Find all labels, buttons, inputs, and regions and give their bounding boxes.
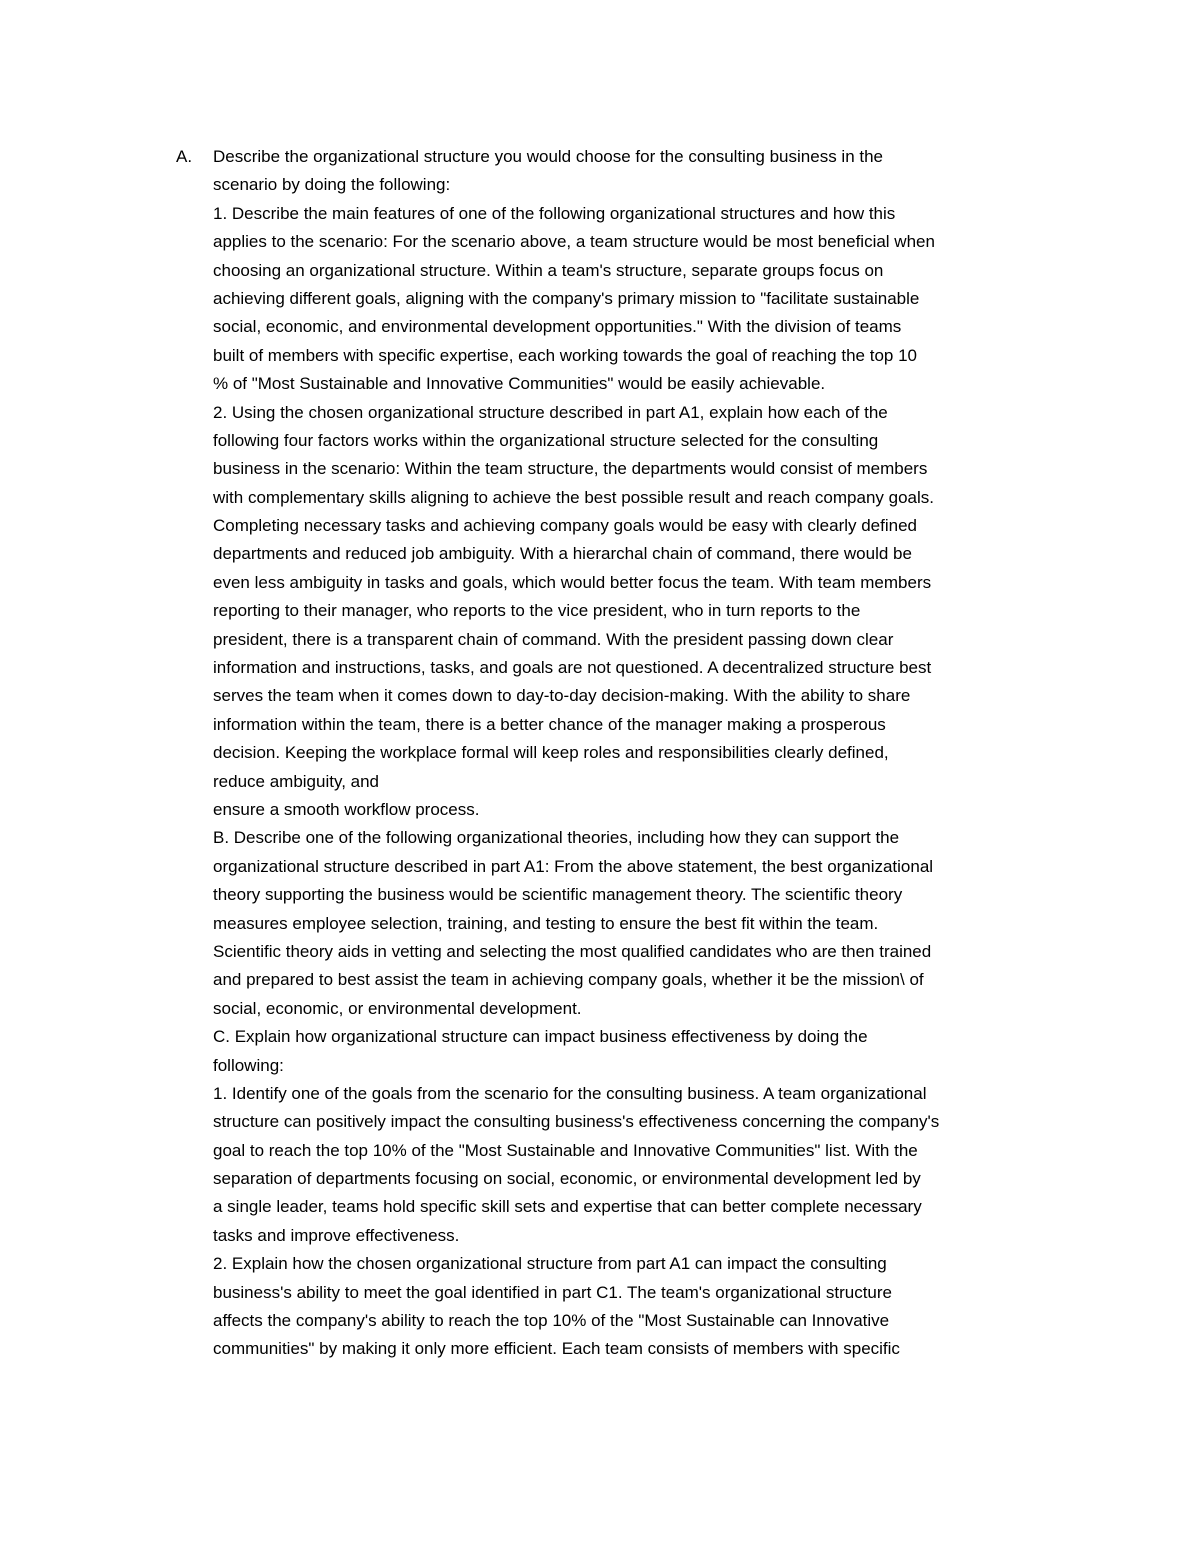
text-line: following: — [213, 1055, 284, 1075]
text-line: 1. Describe the main features of one of the following organizational structures and how this — [213, 203, 896, 223]
text-line: applies to the scenario: For the scenario above, a team structure would be most beneficial when — [213, 232, 935, 252]
text-line: information and instructions, tasks, and goals are not questioned. A decentralized structure best — [213, 658, 932, 678]
text-line: information within the team, there is a better chance of the manager making a prosperous — [213, 714, 886, 734]
text-line: departments and reduced job ambiguity. With a hierarchal chain of command, there would be — [213, 544, 912, 564]
text-line: even less ambiguity in tasks and goals, which would better focus the team. With team members — [213, 572, 932, 592]
text-line: president, there is a transparent chain of command. With the president passing down clear — [213, 629, 894, 649]
section-a-marker: A. — [176, 147, 193, 166]
text-line: scenario by doing the following: — [213, 175, 451, 195]
text-line: 2. Using the chosen organizational structure described in part A1, explain how each of the — [213, 402, 888, 422]
text-line: goal to reach the top 10% of the "Most Sustainable and Innovative Communities" list. With the — [213, 1140, 918, 1160]
text-line: measures employee selection, training, and testing to ensure the best fit within the team. — [213, 913, 879, 933]
text-line: Describe the organizational structure you would choose for the consulting business in the — [213, 147, 883, 166]
text-line: with complementary skills aligning to achieve the best possible result and reach company goals. — [213, 487, 934, 507]
text-line: % of "Most Sustainable and Innovative Communities" would be easily achievable. — [213, 374, 826, 394]
text-line: ensure a smooth workflow process. — [213, 799, 480, 819]
document-text-lines — [213, 143, 1076, 1364]
text-line: B. Describe one of the following organizational theories, including how they can support the — [213, 828, 900, 848]
text-line: a single leader, teams hold specific skill sets and expertise that can better complete necessary — [213, 1197, 922, 1217]
text-line: business's ability to meet the goal identified in part C1. The team's organizational structure — [213, 1282, 892, 1302]
text-line: decision. Keeping the workplace formal will keep roles and responsibilities clearly defined, — [213, 743, 889, 763]
text-line: following four factors works within the organizational structure selected for the consulting — [213, 430, 879, 450]
text-line: and prepared to best assist the team in achieving company goals, whether it be the mission\ of — [213, 970, 924, 990]
text-line: C. Explain how organizational structure can impact business effectiveness by doing the — [213, 1027, 868, 1047]
text-line: business in the scenario: Within the team structure, the departments would consist of members — [213, 459, 928, 479]
document-body — [176, 143, 1076, 1364]
text-line: choosing an organizational structure. Within a team's structure, separate groups focus on — [213, 260, 884, 280]
text-line: structure can positively impact the consulting business's effectiveness concerning the company's — [213, 1112, 940, 1132]
text-line: Scientific theory aids in vetting and selecting the most qualified candidates who are then trained — [213, 941, 932, 961]
text-line: social, economic, and environmental development opportunities." With the division of teams — [213, 317, 902, 337]
text-line: 2. Explain how the chosen organizational structure from part A1 can impact the consulting — [213, 1254, 887, 1274]
text-line: Completing necessary tasks and achieving company goals would be easy with clearly defined — [213, 516, 917, 536]
text-line: affects the company's ability to reach the top 10% of the "Most Sustainable can Innovative — [213, 1311, 890, 1331]
text-line: communities" by making it only more efficient. Each team consists of members with specific — [213, 1339, 900, 1359]
text-line: organizational structure described in part A1: From the above statement, the best organizational — [213, 856, 934, 876]
text-line: tasks and improve effectiveness. — [213, 1225, 460, 1245]
text-line: achieving different goals, aligning with the company's primary mission to "facilitate sustainable — [213, 288, 920, 308]
text-line: social, economic, or environmental development. — [213, 998, 582, 1018]
text-line: serves the team when it comes down to day-to-day decision-making. With the ability to share — [213, 686, 911, 706]
text-line: reporting to their manager, who reports to the vice president, who in turn reports to the — [213, 601, 861, 621]
text-line: theory supporting the business would be scientific management theory. The scientific theory — [213, 885, 903, 905]
text-line: built of members with specific expertise, each working towards the goal of reaching the top 10 — [213, 345, 917, 365]
text-line: separation of departments focusing on social, economic, or environmental development led by — [213, 1169, 921, 1189]
text-line: reduce ambiguity, and — [213, 771, 380, 791]
text-line: 1. Identify one of the goals from the scenario for the consulting business. A team organizational — [213, 1083, 927, 1103]
